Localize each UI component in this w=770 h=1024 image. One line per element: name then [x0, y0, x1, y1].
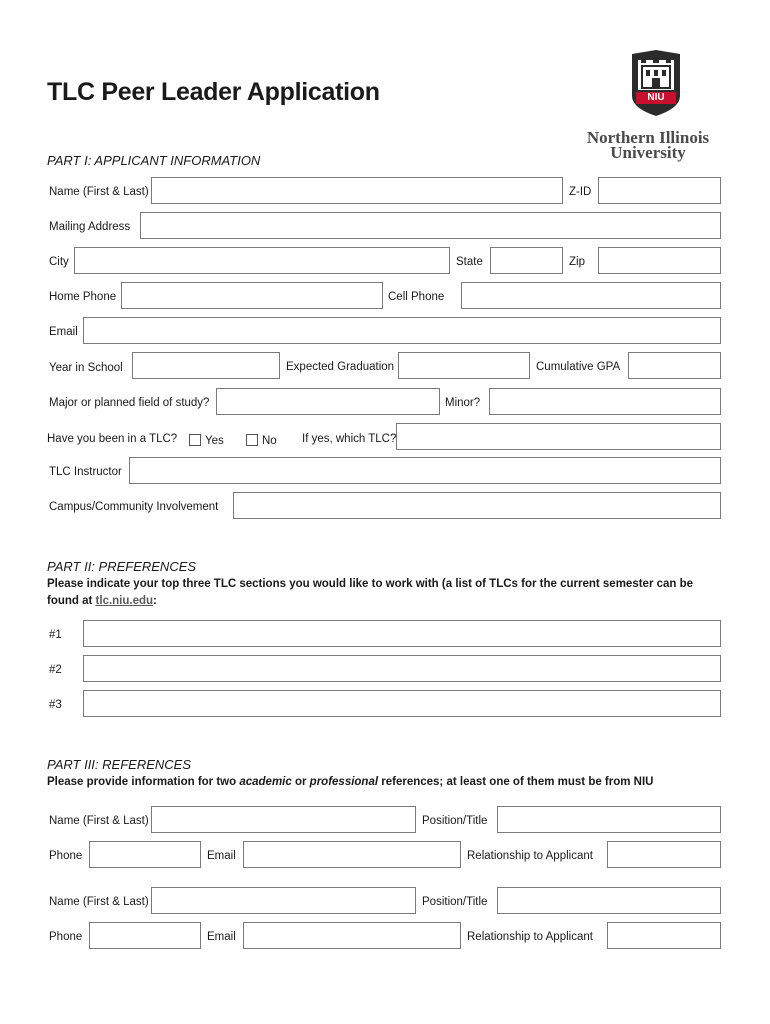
part3-heading: PART III: REFERENCES — [47, 757, 191, 772]
year-in-school-field[interactable] — [132, 352, 280, 379]
yes-checkbox[interactable] — [189, 434, 201, 446]
ref2-relationship-label: Relationship to Applicant — [467, 931, 593, 943]
ref1-position-input[interactable] — [498, 807, 720, 832]
name-field[interactable] — [151, 177, 563, 204]
cumulative-gpa-input[interactable] — [629, 353, 720, 378]
name-label: Name (First & Last) — [49, 186, 149, 198]
major-label: Major or planned field of study? — [49, 397, 210, 409]
page-title: TLC Peer Leader Application — [47, 78, 380, 106]
zid-input[interactable] — [599, 178, 720, 203]
city-label: City — [49, 256, 69, 268]
tlc-instructor-label: TLC Instructor — [49, 466, 122, 478]
which-tlc-field[interactable] — [396, 423, 721, 450]
part2-instruction-prefix: Please indicate your top three TLC sections you would like to work with (a list of TLCs for the current semester can be found at — [47, 578, 694, 607]
ref1-relationship-input[interactable] — [608, 842, 720, 867]
tlc-instructor-field[interactable] — [129, 457, 721, 484]
mailing-address-field[interactable] — [140, 212, 721, 239]
involvement-field[interactable] — [233, 492, 721, 519]
ref2-name-input[interactable] — [152, 888, 415, 913]
ref2-position-label: Position/Title — [422, 896, 488, 908]
preference-3-field[interactable] — [83, 690, 721, 717]
ref2-name-field[interactable] — [151, 887, 416, 914]
zip-field[interactable] — [598, 247, 721, 274]
cell-phone-input[interactable] — [462, 283, 720, 308]
preference-2-input[interactable] — [84, 656, 720, 681]
preference-1-field[interactable] — [83, 620, 721, 647]
preference-1-input[interactable] — [84, 621, 720, 646]
university-name-line1: Northern Illinois — [586, 128, 710, 147]
minor-input[interactable] — [490, 389, 720, 414]
ref1-name-label: Name (First & Last) — [49, 815, 149, 827]
ref1-email-input[interactable] — [244, 842, 460, 867]
cell-phone-label: Cell Phone — [388, 291, 445, 303]
expected-graduation-label: Expected Graduation — [286, 361, 395, 373]
year-in-school-input[interactable] — [133, 353, 279, 378]
part2-heading: PART II: PREFERENCES — [47, 559, 197, 574]
been-in-tlc-label: Have you been in a TLC? — [47, 433, 178, 445]
ref2-relationship-field[interactable] — [607, 922, 721, 949]
part3-or: or — [291, 776, 310, 788]
part2-instruction — [47, 576, 712, 610]
ref1-email-field[interactable] — [243, 841, 461, 868]
year-in-school-label: Year in School — [49, 362, 123, 374]
ref1-phone-input[interactable] — [90, 842, 200, 867]
minor-label: Minor? — [445, 397, 481, 409]
niu-shield-icon — [626, 48, 686, 118]
niu-logo — [580, 48, 716, 163]
ref2-phone-field[interactable] — [89, 922, 201, 949]
which-tlc-label: If yes, which TLC? — [302, 433, 397, 445]
zip-label: Zip — [569, 256, 585, 268]
tlc-website-link[interactable]: tlc.niu.edu — [95, 595, 154, 607]
ref2-email-label: Email — [207, 931, 236, 943]
involvement-input[interactable] — [234, 493, 720, 518]
major-input[interactable] — [217, 389, 439, 414]
email-field[interactable] — [83, 317, 721, 344]
ref2-position-field[interactable] — [497, 887, 721, 914]
expected-graduation-field[interactable] — [398, 352, 530, 379]
ref2-name-label: Name (First & Last) — [49, 896, 149, 908]
cumulative-gpa-field[interactable] — [628, 352, 721, 379]
involvement-label: Campus/Community Involvement — [49, 501, 219, 513]
mailing-address-input[interactable] — [141, 213, 720, 238]
ref1-phone-field[interactable] — [89, 841, 201, 868]
yes-label: Yes — [205, 435, 224, 447]
ref1-phone-label: Phone — [49, 850, 83, 862]
ref2-phone-input[interactable] — [90, 923, 200, 948]
home-phone-label: Home Phone — [49, 291, 117, 303]
expected-graduation-input[interactable] — [399, 353, 529, 378]
preference-2-field[interactable] — [83, 655, 721, 682]
state-label: State — [456, 256, 483, 268]
cell-phone-field[interactable] — [461, 282, 721, 309]
ref1-relationship-field[interactable] — [607, 841, 721, 868]
state-input[interactable] — [491, 248, 562, 273]
preference-2-label: #2 — [49, 664, 62, 676]
ref2-relationship-input[interactable] — [608, 923, 720, 948]
part3-professional: professional — [309, 776, 379, 788]
university-name-line2: University — [610, 143, 686, 162]
name-input[interactable] — [152, 178, 562, 203]
part3-instruction — [47, 774, 737, 791]
ref1-name-field[interactable] — [151, 806, 416, 833]
preference-1-label: #1 — [49, 629, 62, 641]
cumulative-gpa-label: Cumulative GPA — [536, 361, 621, 373]
ref1-position-label: Position/Title — [422, 815, 488, 827]
city-input[interactable] — [75, 248, 449, 273]
zid-label: Z-ID — [569, 186, 592, 198]
minor-field[interactable] — [489, 388, 721, 415]
home-phone-field[interactable] — [121, 282, 383, 309]
part3-academic: academic — [239, 776, 292, 788]
ref1-name-input[interactable] — [152, 807, 415, 832]
niu-shield-text: NIU — [647, 92, 665, 103]
ref2-position-input[interactable] — [498, 888, 720, 913]
part2-instruction-suffix: : — [153, 595, 157, 607]
ref2-email-field[interactable] — [243, 922, 461, 949]
which-tlc-input[interactable] — [397, 424, 720, 449]
no-checkbox[interactable] — [246, 434, 258, 446]
mailing-address-label: Mailing Address — [49, 221, 131, 233]
ref1-relationship-label: Relationship to Applicant — [467, 850, 593, 862]
email-label: Email — [49, 326, 78, 338]
email-input[interactable] — [84, 318, 720, 343]
ref1-email-label: Email — [207, 850, 236, 862]
ref1-position-field[interactable] — [497, 806, 721, 833]
major-field[interactable] — [216, 388, 440, 415]
preference-3-label: #3 — [49, 699, 62, 711]
no-label: No — [262, 435, 277, 447]
home-phone-input[interactable] — [122, 283, 382, 308]
state-field[interactable] — [490, 247, 563, 274]
part3-instruction-b: references; at least one of them must be from NIU — [378, 776, 654, 788]
city-field[interactable] — [74, 247, 450, 274]
ref2-email-input[interactable] — [244, 923, 460, 948]
preference-3-input[interactable] — [84, 691, 720, 716]
part1-heading: PART I: APPLICANT INFORMATION — [47, 153, 261, 168]
zip-input[interactable] — [599, 248, 720, 273]
tlc-instructor-input[interactable] — [130, 458, 720, 483]
part3-instruction-a: Please provide information for two — [47, 776, 240, 788]
ref2-phone-label: Phone — [49, 931, 83, 943]
zid-field[interactable] — [598, 177, 721, 204]
